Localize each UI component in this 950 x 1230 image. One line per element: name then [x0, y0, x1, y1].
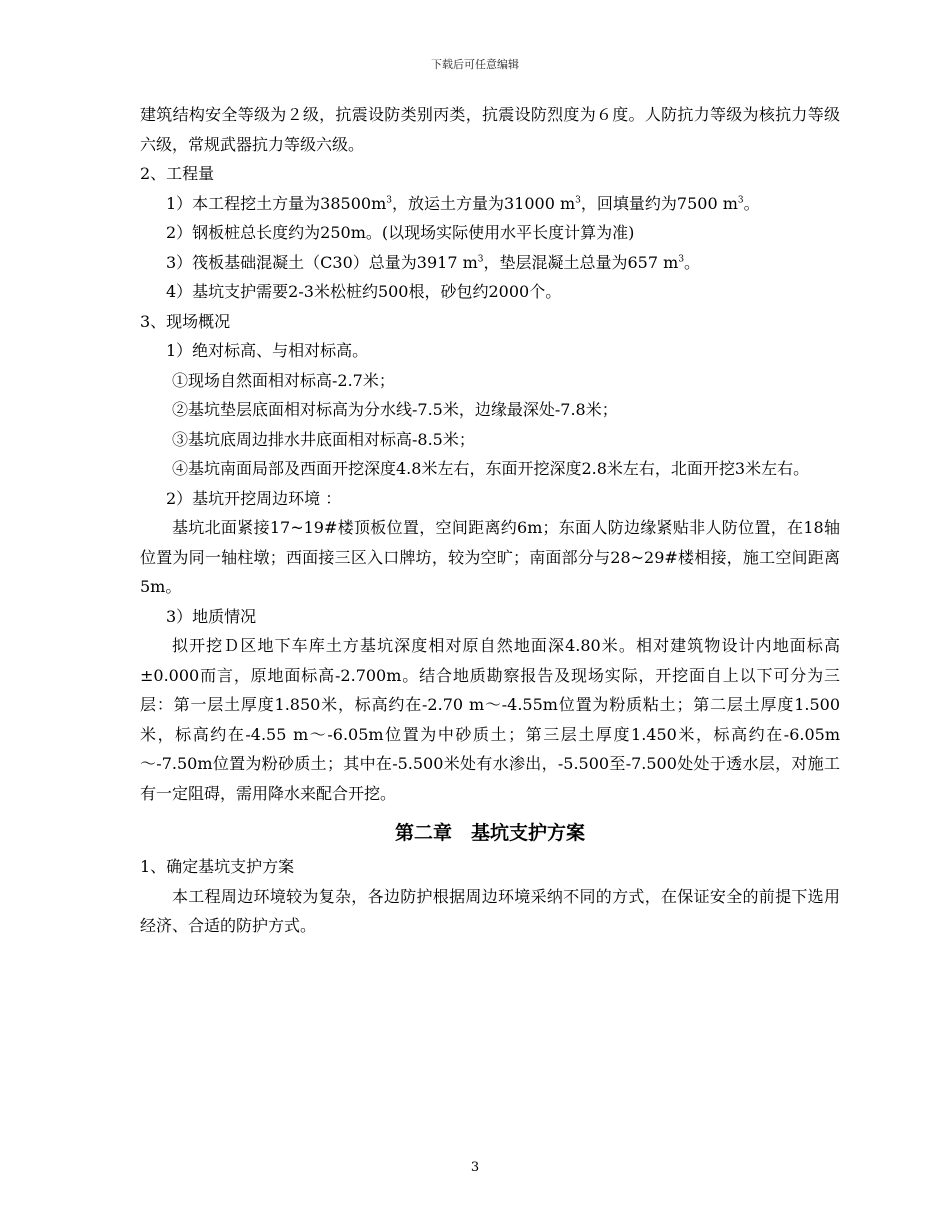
quantity-support: 4）基坑支护需要2-3米松桩约500根，砂包约2000个。 [166, 282, 562, 301]
site-geology-paragraph: 拟开挖Ｄ区地下车库土方基坑深度相对原自然地面深4.80米。相对建筑物设计内地面标高±0.000而言，原地面标高-2.700m。结合地质勘察报告及现场实际，开挖面自上以下可分为三层：第一层土厚度1.850米，标高约在-2.70 m～-4.55m位置为粉质粘土；第二层土厚度1.500米，标高约在-4.55 m～-6.05m位置为中砂质土；第三层土厚度1.450米，标高约在-6.05m～-7.50m位置为粉砂质土；其中在-5.500米处有水渗出，-5.500至-7.500处处于透水层，对施工有一定阻碍，需用降水来配合开挖。 [140, 636, 840, 803]
quantity-concrete: 3）筏板基础混凝土（C30）总量为3917 $m^3$，垫层混凝土总量为657 $m^3$。 [166, 252, 701, 272]
chapter2-section-1-title: 1、确定基坑支护方案 [140, 857, 295, 876]
section-site-title: 3、现场概况 [140, 311, 231, 331]
page-header: 下载后可任意编辑 [431, 58, 519, 71]
site-elevation-item-2: ②基坑垫层底面相对标高为分水线-7.5米，边缘最深处-7.8米； [172, 400, 618, 419]
chapter-title: 第二章 基坑支护方案 [394, 822, 585, 844]
page-number: 3 [470, 1160, 480, 1175]
site-geology-subtitle: 3）地质情况 [166, 606, 257, 626]
quantity-earthwork: 1）本工程挖土方量为$38500m^3$，放运土方量为31000 $m^3$，回填量约为7500 $m^3$。 [166, 193, 760, 213]
site-environment-paragraph: 基坑北面紧接17~19#楼顶板位置，空间距离约6m；东面人防边缘紧贴非人防位置，在18轴位置为同一轴柱墩；西面接三区入口牌坊，较为空旷；南面部分与28~29#楼相接，施工空间距离5m。 [140, 518, 840, 596]
site-elevation-subtitle: 1）绝对标高、与相对标高。 [166, 341, 369, 360]
document-body [140, 100, 840, 941]
site-elevation-item-4: ④基坑南面局部及西面开挖深度4.8米左右，东面开挖深度2.8米左右，北面开挖3米左右。 [172, 459, 810, 478]
site-environment-subtitle: 2）基坑开挖周边环境 ： [166, 488, 342, 508]
quantity-sheet-pile: 2）钢板桩总长度约为250m。(以现场实际使用水平长度计算为准) [166, 223, 635, 242]
structure-grade-paragraph: 建筑结构安全等级为２级，抗震设防类别丙类，抗震设防烈度为６度。人防抗力等级为核抗力等级六级，常规武器抗力等级六级。 [140, 105, 840, 154]
site-elevation-item-1: ①现场自然面相对标高-2.7米； [172, 370, 395, 390]
section-quantities-title: 2、工程量 [140, 164, 215, 183]
site-elevation-item-3: ③基坑底周边排水井底面相对标高-8.5米； [172, 429, 475, 449]
chapter2-section-1-paragraph: 本工程周边环境较为复杂，各边防护根据周边环境采纳不同的方式，在保证安全的前提下选用经济、合适的防护方式。 [140, 886, 840, 935]
